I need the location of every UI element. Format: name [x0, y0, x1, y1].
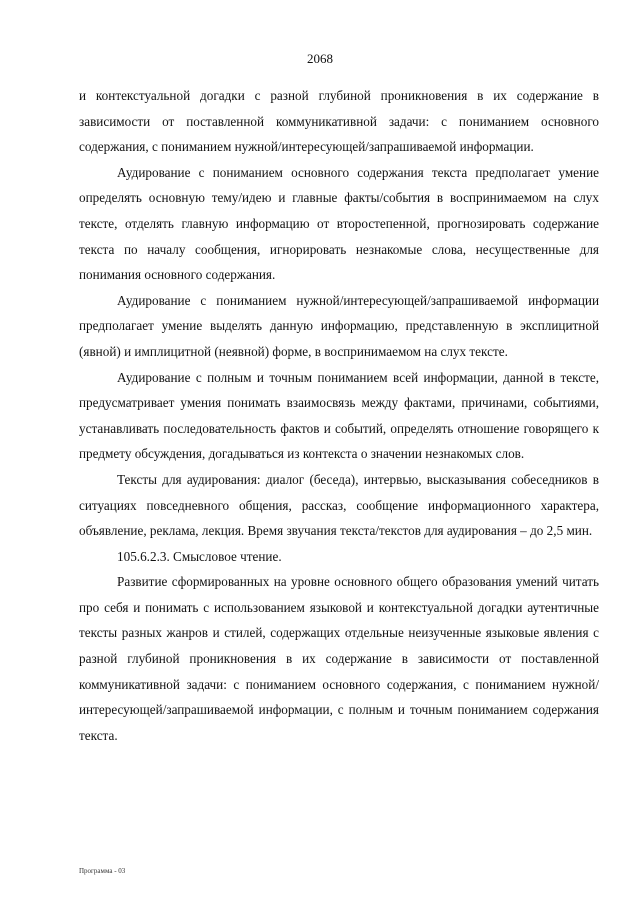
body-text [79, 83, 599, 748]
page-number: 2068 [307, 51, 333, 66]
paragraph-main-content-listening: Аудирование с пониманием основного содержания текста предполагает умение определять основную тему/идею и главные факты/события в воспринимаемом на слух тексте, отделять главную информацию от второстепенной, прогнозировать содержание текста по началу сообщения, игнорировать незнакомые слова, несущественные для понимания основного содержания. [79, 164, 599, 283]
paragraph-continuation: и контекстуальной догадки с разной глубиной проникновения в их содержание в зависимости от поставленной коммуникативной задачи: с пониманием основного содержания, с пониманием нужной/интересующей/запрашиваемой информации. [79, 88, 599, 155]
paragraph-specific-info-listening: Аудирование с пониманием нужной/интересующей/запрашиваемой информации предполагает умение выделять данную информацию, представленную в эксплицитной (явной) и имплицитной (неявной) форме, в воспринимаемом на слух тексте. [79, 292, 599, 359]
paragraph-listening-texts: Тексты для аудирования: диалог (беседа), интервью, высказывания собеседников в ситуациях повседневного общения, рассказ, сообщение информационного характера, объявление, реклама, лекция. Время звучания текста/текстов для аудирования – до 2,5 мин. [79, 471, 599, 539]
paragraph-full-understanding-listening: Аудирование с полным и точным пониманием всей информации, данной в тексте, предусматривает умения понимать взаимосвязь между фактами, причинами, событиями, устанавливать последовательность фактов и событий, определять отношение говорящего к предмету обсуждения, догадываться из контекста о значении незнакомых слов. [79, 369, 599, 462]
section-heading-reading: 105.6.2.3. Смысловое чтение. [117, 548, 282, 564]
footer-label: Программа - 03 [79, 867, 126, 875]
paragraph-reading-skills: Развитие сформированных на уровне основного общего образования умений читать про себя и понимать с использованием языковой и контекстуальной догадки аутентичные тексты разных жанров и стилей, содержащих отдельные неизученные языковые явления с разной глубиной проникновения в их содержание в зависимости от поставленной коммуникативной задачи: с пониманием основного содержания, с пониманием нужной/интересующей/запрашиваемой информации, с полным и точным пониманием содержания текста. [79, 574, 599, 743]
